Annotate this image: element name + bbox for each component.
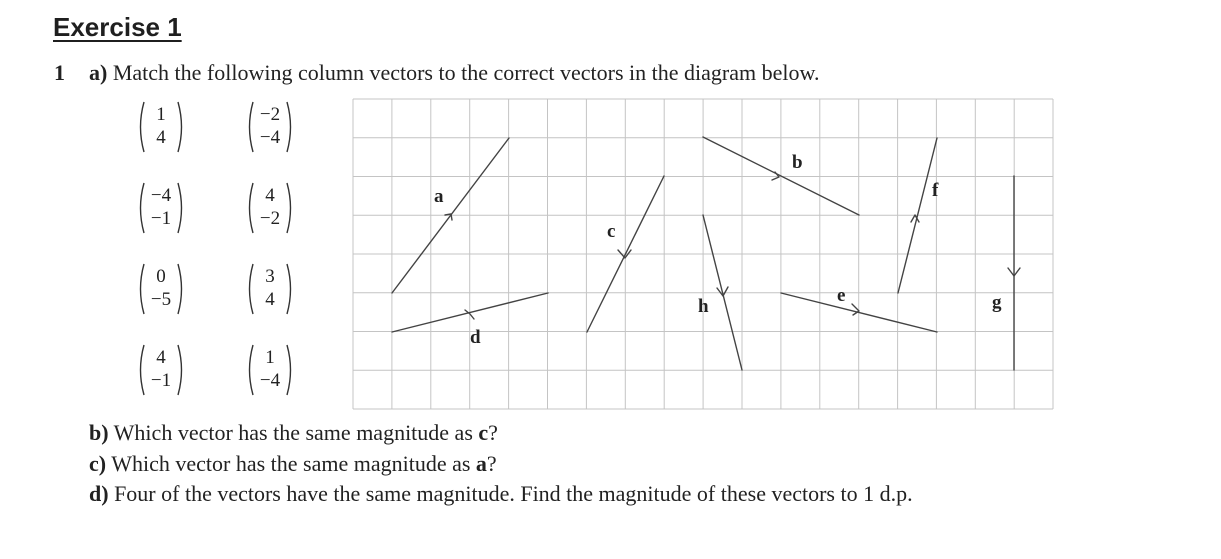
column-vector-6-top: 3: [265, 266, 275, 287]
column-vector-7: [136, 342, 186, 398]
part-c-label: c): [89, 451, 107, 476]
part-c-vector: a: [475, 451, 487, 476]
part-c-end: ?: [486, 451, 497, 476]
part-a-text: Match the following column vectors to the correct vectors in the diagram below.: [112, 60, 820, 85]
part-b-question: [89, 420, 498, 446]
grid-lines: [353, 99, 1053, 409]
vector-label-f: f: [932, 180, 939, 201]
column-vector-5-bottom: −5: [150, 289, 172, 310]
question-number: 1: [54, 60, 65, 85]
part-c-text: Which vector has the same magnitude as: [111, 451, 476, 476]
part-b-label: b): [89, 420, 109, 445]
column-vector-3-top: −4: [150, 185, 172, 206]
part-a-question: [89, 60, 819, 86]
column-vector-4-top: 4: [265, 185, 275, 206]
vector-label-d: d: [470, 327, 481, 348]
part-a-label: a): [89, 60, 108, 85]
vector-g: [1008, 176, 1020, 370]
vector-label-e: e: [837, 285, 846, 306]
part-c-question: [89, 451, 497, 477]
column-vector-1-bottom: 4: [156, 127, 166, 148]
column-vector-1: [136, 99, 186, 155]
part-d-label: d): [89, 481, 109, 506]
part-b-end: ?: [488, 420, 498, 445]
part-b-vector: c: [478, 420, 489, 445]
column-vector-8-bottom: −4: [259, 370, 281, 391]
column-vector-2-top: −2: [259, 104, 281, 125]
column-vector-3: [136, 180, 186, 236]
column-vector-1-top: 1: [156, 104, 166, 125]
column-vector-3-bottom: −1: [150, 208, 172, 229]
part-b-text: Which vector has the same magnitude as: [113, 420, 479, 445]
column-vector-2-bottom: −4: [259, 127, 281, 148]
vector-label-b: b: [792, 152, 803, 173]
column-vector-5: [136, 261, 186, 317]
exercise-heading: Exercise 1: [53, 12, 182, 42]
vector-label-g: g: [992, 292, 1002, 313]
vector-label-c: c: [607, 221, 616, 242]
vector-label-h: h: [698, 296, 709, 317]
vector-label-a: a: [434, 186, 444, 207]
vector-grid-diagram: [352, 98, 1054, 410]
column-vector-7-top: 4: [156, 347, 166, 368]
column-vector-4-bottom: −2: [259, 208, 281, 229]
part-d-question: [89, 481, 913, 507]
column-vector-6-bottom: 4: [265, 289, 275, 310]
column-vector-7-bottom: −1: [150, 370, 172, 391]
column-vector-2: [245, 99, 295, 155]
column-vector-8-top: 1: [265, 347, 275, 368]
column-vector-6: [245, 261, 295, 317]
column-vector-8: [245, 342, 295, 398]
column-vector-5-top: 0: [156, 266, 166, 287]
column-vector-4: [245, 180, 295, 236]
part-d-text: Four of the vectors have the same magnitude. Find the magnitude of these vectors to 1 d.p.: [114, 481, 913, 506]
